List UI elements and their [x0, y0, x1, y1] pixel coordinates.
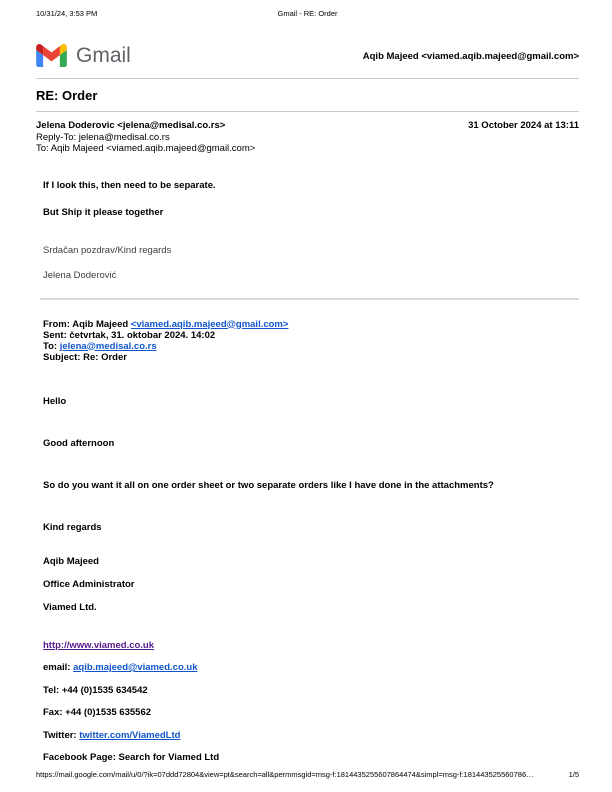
- quoted-tel-line: Tel: +44 (0)1535 634542: [43, 684, 148, 696]
- email-subject-title: RE: Order: [36, 88, 98, 103]
- quoted-para-1: Good afternoon: [43, 437, 115, 449]
- quoted-from-name: Aqib Majeed: [72, 318, 131, 330]
- signature-email-link[interactable]: aqib.majeed@viamed.co.uk: [73, 662, 198, 673]
- message-header-row: [36, 120, 579, 155]
- gmail-header-row: [36, 44, 579, 67]
- body-line-2: But Ship it please together: [43, 206, 164, 218]
- quoted-to-email-link[interactable]: jelena@medisal.co.rs: [59, 340, 157, 352]
- quoted-sent-value: četvrtak, 31. oktobar 2024. 14:02: [69, 329, 216, 341]
- body-signoff: Srdačan pozdrav/Kind regards: [43, 244, 172, 256]
- quoted-to-line: [43, 341, 579, 352]
- body-signature: Jelena Doderović: [43, 269, 117, 281]
- message-body: [43, 180, 579, 281]
- quoted-sig-title: Office Administrator: [43, 578, 135, 590]
- quoted-greeting: Hello: [43, 395, 67, 407]
- divider-top: [36, 78, 579, 79]
- account-identity: Aqib Majeed <viamed.aqib.majeed@gmail.com>: [362, 51, 579, 62]
- quoted-from-label: From:: [43, 318, 73, 330]
- to-line: [36, 143, 255, 155]
- print-doc-title: Gmail - RE: Order: [277, 9, 338, 18]
- from-line: Jelena Doderovic <jelena@medisal.co.rs>: [36, 120, 226, 131]
- to-value: Aqib Majeed <viamed.aqib.majeed@gmail.com>: [50, 143, 256, 154]
- quoted-from-line: [43, 319, 579, 330]
- quoted-fax-line: Fax: +44 (0)1535 635562: [43, 707, 152, 718]
- quoted-headers: [43, 319, 579, 363]
- quoted-website-line: [43, 640, 579, 651]
- quoted-sent-label: Sent:: [43, 329, 70, 341]
- gmail-logo: [36, 44, 131, 67]
- to-label: To:: [36, 143, 51, 154]
- quoted-email-line: [43, 662, 579, 673]
- quoted-facebook-line: Facebook Page: Search for Viamed Ltd: [43, 752, 220, 763]
- divider-subject: [36, 111, 579, 112]
- reply-to-line: [36, 132, 255, 144]
- twitter-link[interactable]: twitter.com/ViamedLtd: [79, 729, 181, 741]
- gmail-wordmark: Gmail: [76, 43, 131, 67]
- print-timestamp: 10/31/24, 3:53 PM: [36, 9, 98, 18]
- quoted-to-label: To:: [43, 340, 60, 352]
- quoted-subject-line: [43, 352, 579, 363]
- message-header-left: [36, 120, 255, 155]
- reply-to-value: jelena@medisal.co.rs: [78, 131, 170, 143]
- quoted-subject-label: Subject:: [43, 351, 84, 363]
- quoted-sent-line: [43, 330, 579, 341]
- email-label: email:: [43, 662, 74, 673]
- body-line-1: If I look this, then need to be separate.: [43, 179, 216, 191]
- quoted-subject-value: Re: Order: [83, 351, 127, 363]
- website-link[interactable]: http://www.viamed.co.uk: [43, 639, 155, 651]
- quoted-message: [43, 319, 579, 764]
- print-page-number: 1/5: [568, 770, 579, 779]
- quoted-signoff: Kind regards: [43, 521, 102, 533]
- reply-to-label: Reply-To:: [36, 131, 79, 143]
- content: [36, 0, 579, 763]
- quoted-para-2: So do you want it all on one order sheet or two separate orders like I have done in the attachments?: [43, 479, 494, 491]
- quoted-from-email-link[interactable]: <viamed.aqib.majeed@gmail.com>: [130, 318, 289, 330]
- print-footer-url: https://mail.google.com/mail/u/0/?ik=07ddd72804&view=pt&search=all&permmsgid=msg-f:1814435255607864474&simpl=msg-f:181443525560786…: [36, 770, 534, 779]
- message-date: 31 October 2024 at 13:11: [468, 120, 579, 131]
- quoted-sig-company: Viamed Ltd.: [43, 601, 97, 613]
- quoted-sig-name: Aqib Majeed: [43, 555, 99, 567]
- quoted-message-divider: [40, 298, 579, 300]
- print-footer: [36, 770, 579, 779]
- quoted-twitter-line: [43, 730, 579, 741]
- gmail-m-icon: [36, 44, 67, 67]
- twitter-label: Twitter:: [43, 729, 80, 741]
